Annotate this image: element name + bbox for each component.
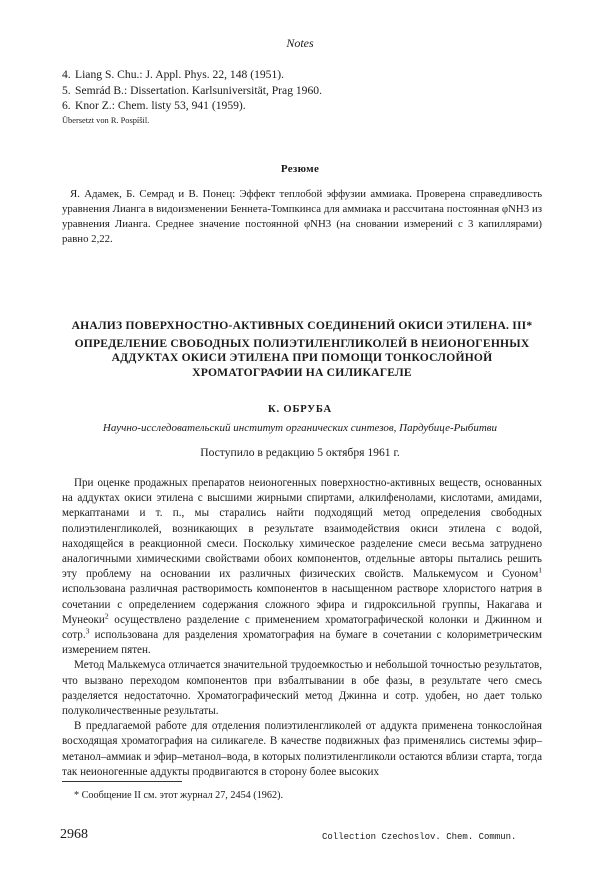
citation-marker: 2 bbox=[104, 611, 109, 621]
reference-number: 4. bbox=[62, 68, 71, 81]
body-paragraph: Метод Малькемуса отличается значительной трудоемкостью и небольшой точностью результатов, что вызвано переходом компонентов при взбалтывании в обе фазы, в результате чего смесь разделяется недостаточно. Хроматографический метод Джинна и сотр. удобен, но дает только полуколичественные результаты. bbox=[62, 659, 542, 718]
received-date: Поступило в редакцию 5 октября 1961 г. bbox=[200, 446, 400, 459]
reference-item bbox=[62, 83, 542, 99]
reference-text: Knor Z.: Chem. listy 53, 941 (1959). bbox=[75, 99, 246, 112]
journal-name: Collection Czechoslov. Chem. Commun. bbox=[322, 832, 517, 842]
footnote: * Сообщение II см. этот журнал 27, 2454 (1962). bbox=[74, 790, 284, 801]
title-line: ОПРЕДЕЛЕНИЕ СВОБОДНЫХ ПОЛИЭТИЛЕНГЛИКОЛЕЙ В НЕИОНОГЕННЫХ bbox=[74, 336, 530, 350]
resume-body bbox=[62, 187, 542, 247]
citation-marker: 3 bbox=[85, 626, 90, 636]
body-paragraph: В предлагаемой работе для отделения полиэтиленгликолей от аддукта применена тонкослойная восходящая хроматография на силикагеле. В качестве подвижных фаз применялись системы эфир–метанол–аммиак и эфир–метанол–вода, в которых полиэтиленгликоли остаются вблизи старта, тогда так неионогенные аддукты продвигаются в сторону более высоких bbox=[62, 720, 542, 778]
page-number: 2968 bbox=[60, 827, 88, 842]
body-paragraph bbox=[62, 476, 542, 658]
reference-text: Liang S. Chu.: J. Appl. Phys. 22, 148 (1951). bbox=[75, 68, 285, 81]
resume-paragraph: Я. Адамек, Б. Семрад и В. Понец: Эффект теплобой эффузии аммиака. Проверена справедливость уравнения Лианга в видоизменении Беннета-Томпкинса для аммиака и рассчитана постоянная φNH3 из уравнения Лианга. Среднее значение постоянной φNH3 (на сновании измерений с 3 капиллярами) равно 2,22. bbox=[62, 188, 542, 245]
article-title bbox=[62, 319, 542, 380]
body-text: использована для разделения хроматография на бумаге в сочетании с колориметрическим измерением пятен. bbox=[62, 629, 542, 657]
body-text: использована различная растворимость компонентов в насыщенном растворе хлористого натрия в сочетании с определением содержания сложного эфира и гидроксильной группы, Накагава и Мунеоки bbox=[62, 583, 542, 626]
footnote-rule bbox=[62, 781, 182, 782]
reference-list bbox=[62, 67, 542, 114]
title-line-series: АНАЛИЗ ПОВЕРХНОСТНО-АКТИВНЫХ СОЕДИНЕНИЙ ОКИСИ ЭТИЛЕНА. III* bbox=[71, 319, 533, 332]
reference-item bbox=[62, 67, 542, 83]
author: К. ОБРУБА bbox=[268, 404, 332, 415]
reference-number: 5. bbox=[62, 83, 71, 97]
resume-heading: Резюме bbox=[280, 163, 320, 175]
reference-text: Semrád B.: Dissertation. Karlsuniversität, Prag 1960. bbox=[75, 83, 322, 97]
body-text: При оценке продажных препаратов неионогенных поверхностно-активных веществ, основанных на аддуктах окиси этилена с высшими жирными спиртами, алкилфенолами, кислотами, амидами, меркаптанами и т. п., мы старались найти подходящий метод определения свободных полиэтиленгликолей, возникающих в результате взаимодействия окиси этилена с водой, находящейся в реакционной смеси. Поскольку химическое разделение смеси весьма затруднено аналогичными химическими свойствами обоих компонентов, отдельные авторы пытались решить эту проблему на основании их различных физических свойств. Малькемусом и Суоном bbox=[62, 477, 542, 581]
reference-number: 6. bbox=[62, 99, 71, 112]
citation-marker: 1 bbox=[538, 565, 542, 575]
article-body bbox=[62, 476, 542, 780]
reference-item bbox=[62, 98, 542, 114]
body-text: осуществлено разделение с применением хроматографической колонки и Джинном и сотр. bbox=[62, 613, 542, 642]
affiliation: Научно-исследовательский институт органических синтезов, Пардубице-Рыбитви bbox=[102, 422, 498, 434]
title-line: ХРОМАТОГРАФИИ НА СИЛИКАГЕЛЕ bbox=[192, 365, 412, 379]
translator-note: Übersetzt von R. Pospíšil. bbox=[62, 116, 150, 125]
title-line: АДДУКТАХ ОКИСИ ЭТИЛЕНА ПРИ ПОМОЩИ ТОНКОСЛОЙНОЙ bbox=[111, 351, 493, 364]
running-head: Notes bbox=[286, 36, 314, 50]
